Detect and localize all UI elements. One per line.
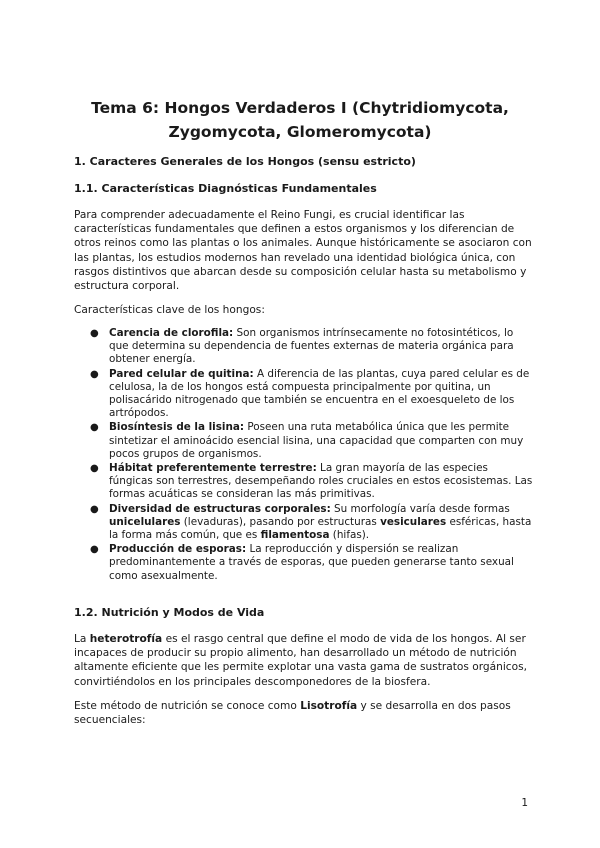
title-line-2: Zygomycota, Glomeromycota): [168, 123, 432, 141]
list-item: [74, 421, 534, 461]
feature-term: filamentosa: [260, 529, 330, 542]
feature-text: Su morfología varía desde formas: [330, 502, 510, 515]
feature-text: (levaduras), pasando por estructuras: [180, 515, 381, 528]
bullet-icon: ●: [90, 463, 99, 475]
paragraph-term: Lisotrofía: [300, 700, 358, 712]
feature-text: Son organismos intrínsecamente no fotosintéticos, lo que determina su dependencia de fuentes externas de materia orgánica para obtener energía.: [109, 327, 514, 366]
paragraph-text: Este método de nutrición se conoce como: [74, 700, 301, 712]
paragraph-text: y se desarrolla en dos pasos secuenciales:: [74, 700, 511, 727]
key-features-list: [74, 327, 534, 584]
feature-text: La gran mayoría de las especies fúngicas son terrestres, desempeñando roles cruciales en estos ecosistemas. Las formas acuáticas se consideran las más primitivas.: [109, 462, 533, 501]
bullet-icon: ●: [90, 368, 99, 380]
list-item: [74, 462, 534, 502]
feature-label: Hábitat preferentemente terrestre:: [109, 462, 317, 475]
page-number: 1: [521, 797, 528, 809]
bullet-icon: ●: [90, 328, 99, 339]
intro-paragraph: Para comprender adecuadamente el Reino Fungi, es crucial identificar las características fundamentales que definen a estos organismos y los diferencian de otros reinos como las plantas o los animales. Aunque históricamente se asociaron con las plantas, los estudios modernos han revelado una identidad biológica única, con rasgos distintivos que abarcan desde su composición celular hasta su metabolismo y estructura corporal.: [74, 209, 532, 293]
feature-text: esféricas, hasta la forma más común, que es: [109, 515, 532, 542]
feature-label: Biosíntesis de la lisina:: [109, 421, 245, 434]
key-features-lead: Características clave de los hongos:: [74, 304, 265, 316]
title-line-1: Tema 6: Hongos Verdaderos I (Chytridiomycota,: [91, 99, 509, 117]
feature-label: Pared celular de quitina:: [109, 367, 254, 380]
feature-text: (hifas).: [329, 529, 370, 542]
list-item: [74, 368, 534, 421]
feature-term: unicelulares: [109, 515, 181, 528]
list-item: [74, 327, 534, 367]
feature-label: Diversidad de estructuras corporales:: [109, 502, 331, 515]
feature-label: Carencia de clorofila:: [109, 327, 234, 339]
list-item: [74, 503, 534, 543]
section-1-1-heading: 1.1. Características Diagnósticas Fundamentales: [74, 182, 377, 195]
paragraph-text: La: [74, 633, 90, 645]
feature-text: Poseen una ruta metabólica única que les permite sintetizar el aminoácido esencial lisina, una capacidad que comparten con muy pocos grupos de organismos.: [109, 421, 524, 460]
lisotrofia-paragraph: [74, 699, 534, 727]
document-title: [60, 96, 540, 144]
list-item: [74, 543, 534, 583]
feature-term: vesiculares: [380, 515, 447, 528]
paragraph-term: heterotrofía: [89, 633, 163, 645]
section-1-heading: 1. Caracteres Generales de los Hongos (sensu estricto): [74, 155, 416, 168]
nutrition-paragraph: [74, 632, 534, 689]
feature-text: A diferencia de las plantas, cuya pared celular es de celulosa, la de los hongos está compuesta principalmente por quitina, un polisacárido nitrogenado que también se encuentra en el exoesqueleto de los artrópodos.: [109, 367, 530, 420]
feature-label: Producción de esporas:: [109, 543, 247, 556]
feature-text: La reproducción y dispersión se realizan predominantemente a través de esporas, que pueden generarse tanto sexual como asexualmente.: [109, 543, 514, 582]
bullet-icon: ●: [90, 544, 99, 556]
section-1-2-heading: 1.2. Nutrición y Modos de Vida: [74, 606, 265, 619]
bullet-icon: ●: [90, 422, 99, 434]
paragraph-text: es el rasgo central que define el modo de vida de los hongos. Al ser incapaces de producir su propio alimento, han desarrollado un método de nutrición altamente eficiente que les permite explotar una vasta gama de sustratos orgánicos, convirtiéndolos en los principales descomponedores de la biosfera.: [74, 633, 527, 688]
bullet-icon: ●: [90, 503, 99, 515]
